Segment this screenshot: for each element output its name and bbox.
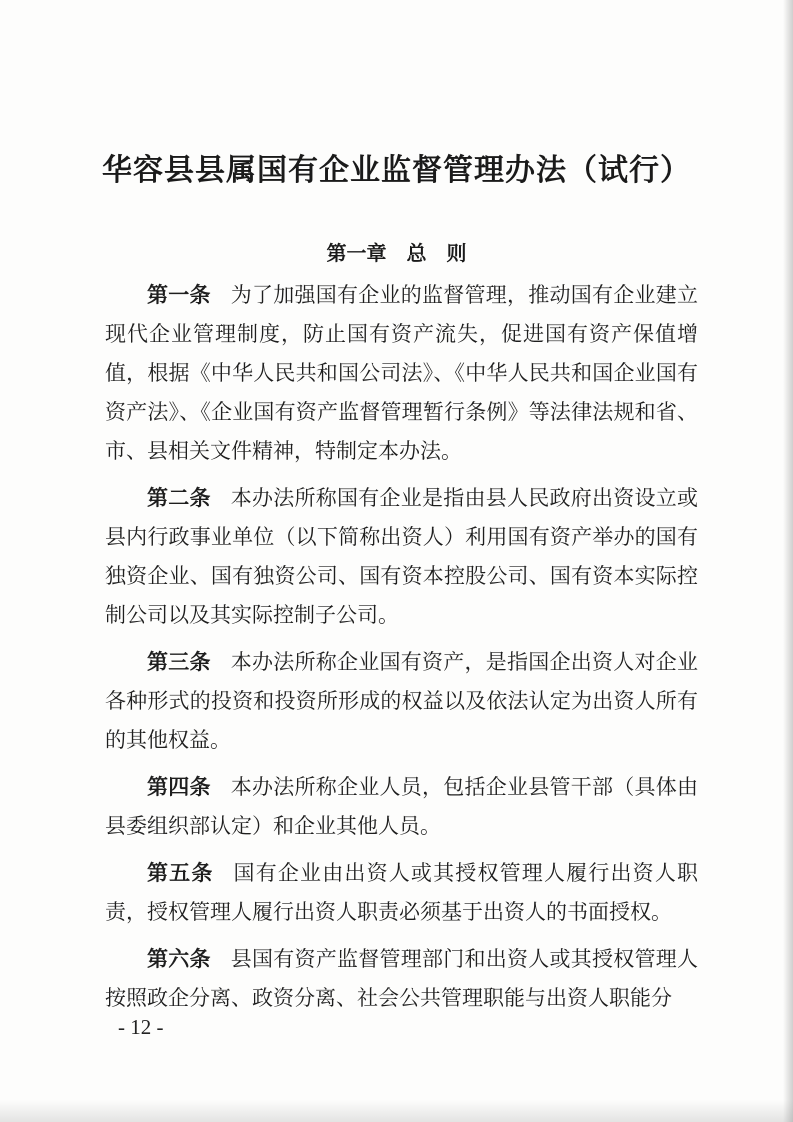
article-paragraph (105, 854, 698, 932)
article-paragraph (105, 479, 698, 635)
chapter-number: 第一章 (326, 241, 387, 265)
article-number: 第一条 (147, 283, 211, 307)
article-paragraph (105, 276, 698, 471)
chapter-heading (0, 237, 793, 266)
document-title: 华容县县属国有企业监督管理办法（试行） (102, 153, 691, 188)
article-number: 第三条 (147, 650, 211, 674)
article-paragraph (105, 940, 698, 1018)
article-text: 县国有资产监督管理部门和出资人或其授权管理人按照政企分离、政资分离、社会公共管理职能与出资人职能分 (105, 947, 698, 1010)
article-text: 本办法所称企业国有资产，是指国企出资人对企业各种形式的投资和投资所形成的权益以及依法认定为出资人所有的其他权益。 (105, 650, 698, 752)
document-body (105, 276, 698, 1026)
article-number: 第六条 (147, 947, 211, 971)
article-text: 为了加强国有企业的监督管理，推动国有企业建立现代企业管理制度，防止国有资产流失，促进国有资产保值增值，根据《中华人民共和国公司法》、《中华人民共和国企业国有资产法》、《企业国有资产监督管理暂行条例》等法律法规和省、市、县相关文件精神，特制定本办法。 (105, 283, 698, 463)
article-number: 第五条 (147, 861, 214, 885)
article-number: 第二条 (147, 486, 211, 510)
scan-bottom-edge (0, 1100, 793, 1122)
page-number: - 12 - (118, 1015, 164, 1039)
article-number: 第四条 (147, 775, 211, 799)
chapter-name: 总 则 (406, 241, 467, 265)
article-text: 本办法所称国有企业是指由县人民政府出资设立或县内行政事业单位（以下简称出资人）利用国有资产举办的国有独资企业、国有独资公司、国有资本控股公司、国有资本实际控制公司以及其实际控制子公司。 (105, 486, 698, 627)
article-paragraph (105, 643, 698, 760)
article-text: 国有企业由出资人或其授权管理人履行出资人职责，授权管理人履行出资人职责必须基于出资人的书面授权。 (105, 861, 699, 924)
article-paragraph (105, 768, 698, 846)
article-text: 本办法所称企业人员，包括企业县管干部（具体由县委组织部认定）和企业其他人员。 (105, 775, 698, 838)
